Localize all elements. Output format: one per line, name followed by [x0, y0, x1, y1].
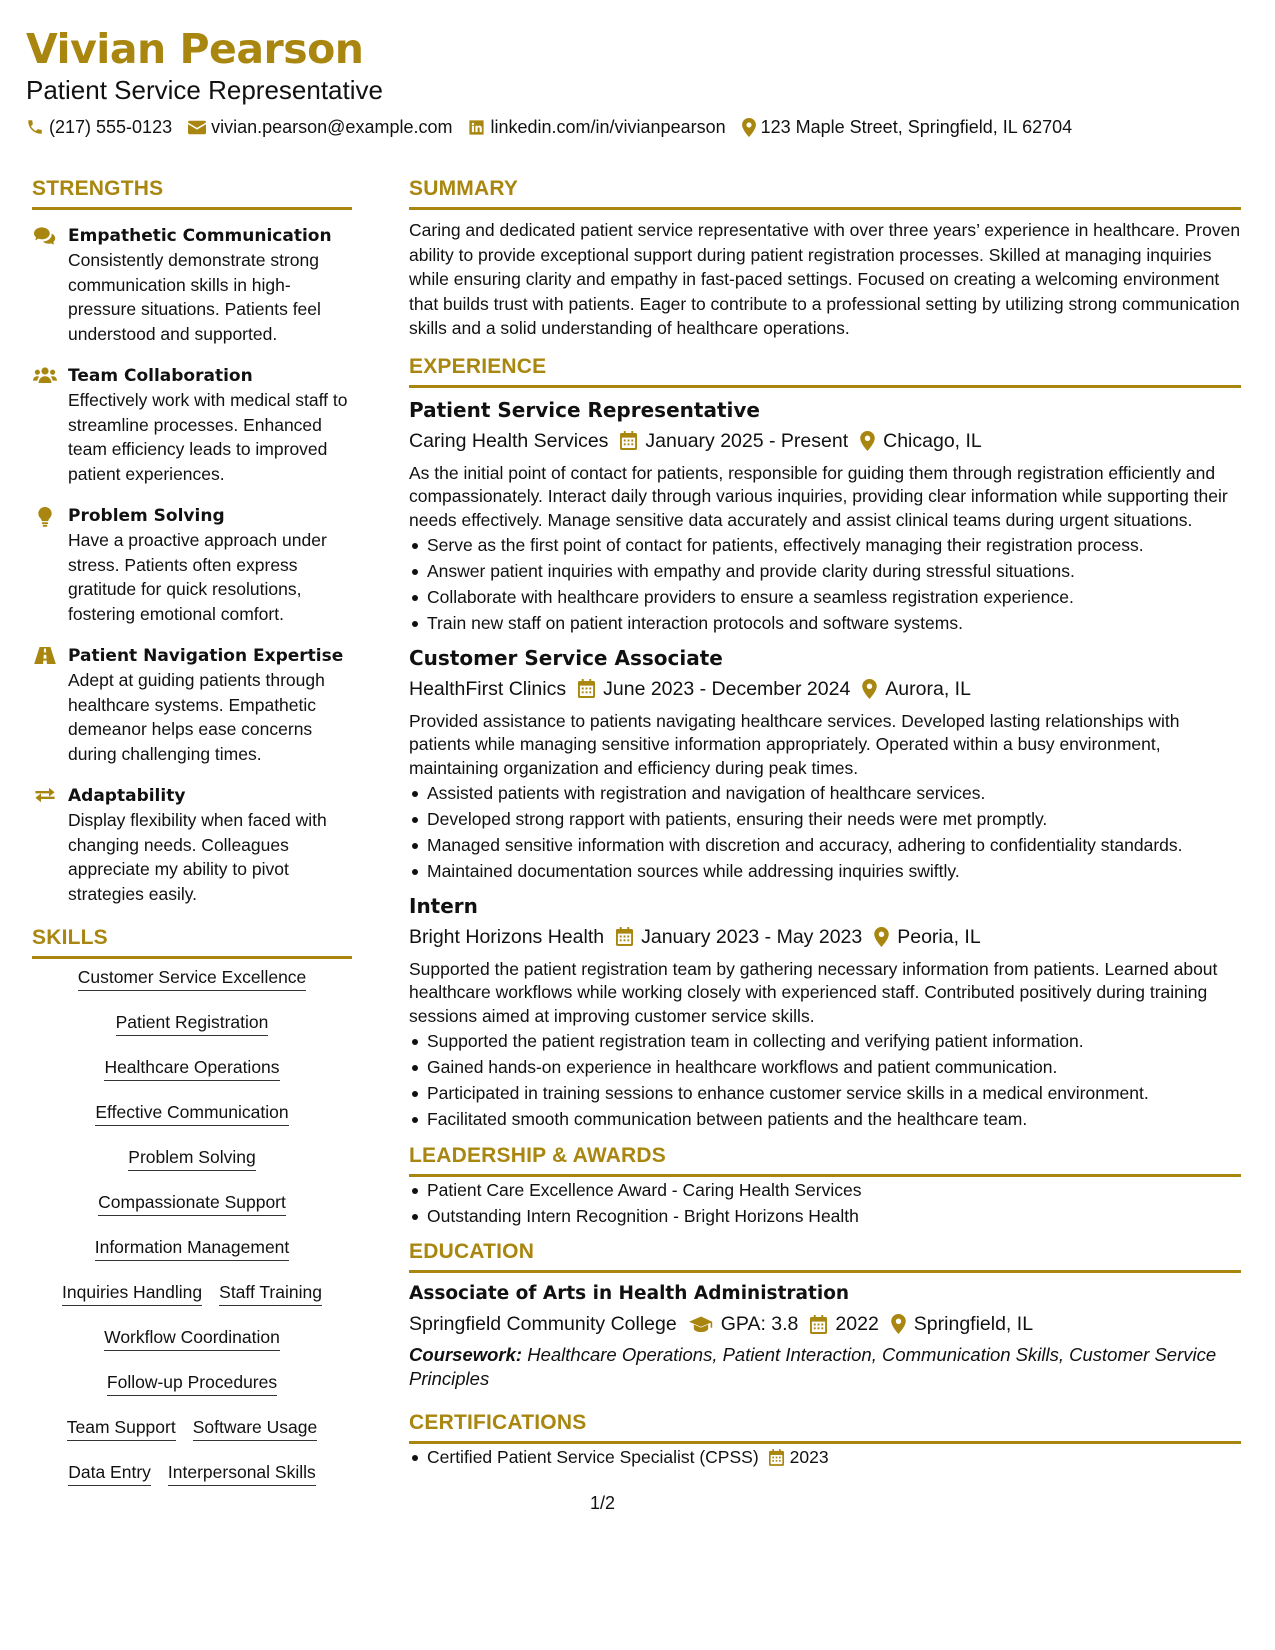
strength-desc: Effectively work with medical staff to streamline processes. Enhanced team efficiency leads to improved patient experiences.: [68, 390, 348, 484]
list-item: Developed strong rapport with patients, ensuring their needs were met promptly.: [409, 808, 1241, 832]
calendar-icon: [810, 1315, 827, 1334]
left-column: [32, 175, 352, 1505]
certifications-heading: CERTIFICATIONS: [409, 1409, 1241, 1444]
job-title: Intern: [409, 893, 478, 918]
education-meta: [409, 1309, 1241, 1339]
list-item: Answer patient inquiries with empathy and provide clarity during stressful situations.: [409, 560, 1241, 584]
phone-icon: [26, 118, 44, 136]
skill-tag: Problem Solving: [128, 1145, 255, 1171]
job-dates: [616, 922, 862, 952]
list-item: Managed sensitive information with discretion and accuracy, adhering to confidentiality standards.: [409, 834, 1241, 858]
contact-address: [742, 116, 1073, 138]
job-entry: [409, 396, 1241, 636]
skill-tag: Inquiries Handling: [62, 1280, 202, 1306]
job-title: Patient Service Representative: [409, 397, 760, 422]
job-bullets: [409, 782, 1241, 884]
email-text: vivian.pearson@example.com: [211, 117, 453, 137]
list-item: Assisted patients with registration and navigation of healthcare services.: [409, 782, 1241, 806]
job-meta: [409, 426, 1241, 456]
skills-section: [32, 924, 352, 1505]
certification-name: Certified Patient Service Specialist (CPSS): [427, 1447, 759, 1467]
strength-item: [32, 784, 352, 906]
skill-tag: Patient Registration: [116, 1010, 269, 1036]
list-item: Supported the patient registration team in collecting and verifying patient information.: [409, 1030, 1241, 1054]
list-item: Train new staff on patient interaction protocols and software systems.: [409, 612, 1241, 636]
strength-desc: Have a proactive approach under stress. Patients often express gratitude for quick resolutions, fostering emotional comfort.: [68, 530, 327, 624]
skill-tag: Healthcare Operations: [104, 1055, 279, 1081]
road-icon: [32, 644, 58, 766]
degree-title: Associate of Arts in Health Administration: [409, 1283, 850, 1304]
contact-phone[interactable]: [26, 116, 172, 138]
job-company: Caring Health Services: [409, 429, 609, 452]
certifications-section: [409, 1409, 1241, 1470]
map-marker-icon: [891, 1314, 906, 1334]
experience-heading: EXPERIENCE: [409, 353, 1241, 388]
contact-email[interactable]: [188, 116, 452, 138]
skill-tag: Workflow Coordination: [104, 1325, 280, 1351]
strength-desc: Adept at guiding patients through healthcare systems. Empathetic demeanor helps ease concerns during challenging times.: [68, 670, 325, 764]
job-description: As the initial point of contact for patients, responsible for guiding them through registration efficiently and compassionately. Interact daily through various inquiries, providing clear information while supporting their needs effectively. Manage sensitive data accurately and assist clinical teams during urgent situations.: [409, 462, 1228, 530]
strength-title: Adaptability: [68, 786, 186, 806]
education-section: [409, 1238, 1241, 1391]
job-location-text: Peoria, IL: [897, 925, 981, 948]
job-title: Customer Service Associate: [409, 645, 723, 670]
gpa-text: GPA: 3.8: [720, 1313, 799, 1335]
contact-bar: [26, 116, 1246, 138]
list-item: Collaborate with healthcare providers to ensure a seamless registration experience.: [409, 586, 1241, 610]
strengths-heading: STRENGTHS: [32, 175, 352, 210]
education-year-text: 2022: [835, 1313, 879, 1335]
strength-item: [32, 364, 352, 486]
summary-text: Caring and dedicated patient service representative with over three years’ experience in healthcare. Proven ability to provide exceptional support during patient registration processes. Skilled at managing inquiries while ensuring clarity and empathy in fast-paced settings. Focused on creating a welcoming environment that builds trust with patients. Eager to contribute to a professional setting by utilizing strong communication skills and a solid understanding of healthcare operations.: [409, 220, 1241, 338]
skill-tag: Follow-up Procedures: [107, 1370, 277, 1396]
coursework-label: Coursework:: [409, 1344, 523, 1365]
skills-heading: SKILLS: [32, 924, 352, 959]
list-item: Serve as the first point of contact for patients, effectively managing their registration process.: [409, 534, 1241, 558]
strength-title: Team Collaboration: [68, 366, 253, 386]
strength-item: [32, 224, 352, 346]
job-dates: [578, 674, 850, 704]
address-text: 123 Maple Street, Springfield, IL 62704: [760, 117, 1073, 137]
strength-item: [32, 504, 352, 626]
job-dates-text: January 2025 - Present: [645, 429, 849, 452]
list-item: Facilitated smooth communication between patients and the healthcare team.: [409, 1108, 1241, 1132]
users-icon: [32, 364, 58, 486]
map-marker-icon: [862, 679, 877, 699]
job-location: [862, 674, 971, 704]
strength-desc: Display flexibility when faced with changing needs. Colleagues appreciate my ability to pivot strategies easily.: [68, 810, 327, 904]
education-heading: EDUCATION: [409, 1238, 1241, 1273]
job-entry: [409, 892, 1241, 1132]
exchange-icon: [32, 784, 58, 906]
resume-header: [26, 26, 1246, 138]
leadership-heading: LEADERSHIP & AWARDS: [409, 1142, 1241, 1177]
job-description: Provided assistance to patients navigating healthcare services. Developed lasting relationships with patients while managing sensitive information appropriately. Operated within a busy environment, maintaining organization and efficiency during peak times.: [409, 710, 1180, 778]
skill-tag: Staff Training: [219, 1280, 322, 1306]
job-description: Supported the patient registration team by gathering necessary information from patients. Learned about healthcare workflows while working closely with experienced staff. Contributed positively during training sessions aimed at improving customer service skills.: [409, 958, 1218, 1026]
job-meta: [409, 674, 1241, 704]
comments-icon: [32, 224, 58, 346]
skill-tag: Software Usage: [193, 1415, 318, 1441]
job-meta: [409, 922, 1241, 952]
job-company: HealthFirst Clinics: [409, 677, 567, 700]
list-item: Gained hands-on experience in healthcare workflows and patient communication.: [409, 1056, 1241, 1080]
linkedin-text: linkedin.com/in/vivianpearson: [490, 117, 726, 137]
job-dates-text: January 2023 - May 2023: [641, 925, 863, 948]
graduation-cap-icon: [689, 1316, 713, 1333]
skill-tag: Interpersonal Skills: [168, 1460, 316, 1486]
list-item: Participated in training sessions to enhance customer service skills in a medical environment.: [409, 1082, 1241, 1106]
phone-text: (217) 555-0123: [49, 117, 173, 137]
certifications-list: [409, 1446, 1241, 1470]
map-marker-icon: [874, 927, 889, 947]
job-bullets: [409, 1030, 1241, 1132]
job-location: [860, 426, 982, 456]
calendar-icon: [620, 431, 637, 450]
coursework: [409, 1343, 1241, 1391]
strength-title: Patient Navigation Expertise: [68, 646, 344, 666]
coursework-text: Healthcare Operations, Patient Interaction, Communication Skills, Customer Service Principles: [409, 1344, 1217, 1389]
right-column: [409, 175, 1241, 1472]
leadership-list: [409, 1179, 1241, 1229]
job-dates: [620, 426, 848, 456]
calendar-icon: [769, 1449, 784, 1466]
list-item: Maintained documentation sources while addressing inquiries swiftly.: [409, 860, 1241, 884]
strength-item: [32, 644, 352, 766]
calendar-icon: [578, 679, 595, 698]
job-location-text: Aurora, IL: [885, 677, 971, 700]
education-year: [810, 1309, 878, 1339]
list-item: Patient Care Excellence Award - Caring Health Services: [409, 1179, 1241, 1203]
page-number: 1/2: [590, 1493, 616, 1513]
strength-title: Problem Solving: [68, 506, 225, 526]
skill-tag: Team Support: [67, 1415, 176, 1441]
job-entry: [409, 644, 1241, 884]
skill-tag: Compassionate Support: [98, 1190, 286, 1216]
list-item: [409, 1446, 1241, 1470]
contact-linkedin[interactable]: [468, 116, 725, 138]
education-location-text: Springfield, IL: [913, 1313, 1034, 1335]
strengths-list: [32, 224, 352, 906]
education-location: [891, 1309, 1033, 1339]
skill-tag: Effective Communication: [95, 1100, 288, 1126]
map-marker-icon: [860, 431, 875, 451]
linkedin-icon: [468, 119, 485, 136]
skills-list: [32, 959, 352, 1505]
strength-title: Empathetic Communication: [68, 226, 332, 246]
certification-year: [769, 1446, 829, 1470]
job-dates-text: June 2023 - December 2024: [603, 677, 851, 700]
job-company: Bright Horizons Health: [409, 925, 605, 948]
candidate-name: Vivian Pearson: [26, 25, 364, 73]
leadership-section: [409, 1142, 1241, 1229]
job-location: [874, 922, 980, 952]
certification-year-text: 2023: [789, 1447, 829, 1467]
skill-tag: Information Management: [95, 1235, 290, 1261]
map-marker-icon: [742, 118, 756, 137]
list-item: Outstanding Intern Recognition - Bright Horizons Health: [409, 1205, 1241, 1229]
strength-desc: Consistently demonstrate strong communication skills in high-pressure situations. Patients feel understood and supported.: [68, 250, 321, 344]
candidate-title: Patient Service Representative: [26, 75, 383, 105]
job-location-text: Chicago, IL: [883, 429, 982, 452]
lightbulb-icon: [32, 504, 58, 626]
summary-heading: SUMMARY: [409, 175, 1241, 210]
job-bullets: [409, 534, 1241, 636]
skill-tag: Data Entry: [68, 1460, 151, 1486]
gpa: [689, 1309, 799, 1339]
school-name: Springfield Community College: [409, 1313, 677, 1335]
skill-tag: Customer Service Excellence: [78, 965, 307, 991]
calendar-icon: [616, 927, 633, 946]
envelope-icon: [188, 120, 206, 135]
